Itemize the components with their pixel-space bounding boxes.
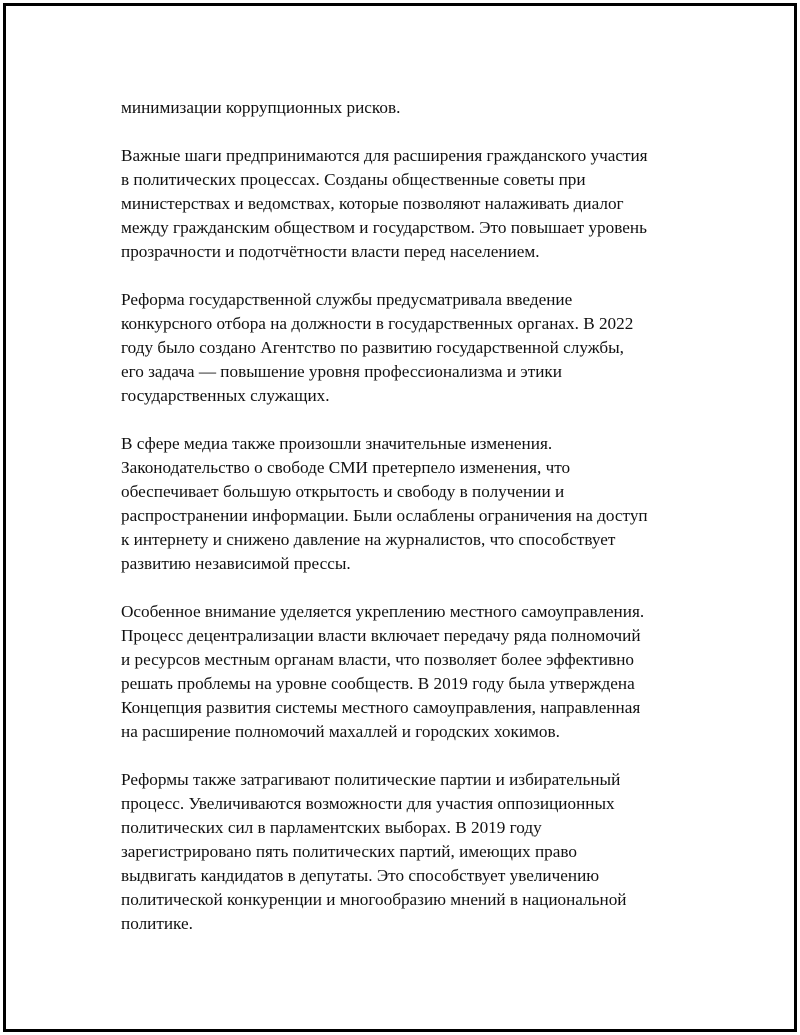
- text-line: решать проблемы на уровне сообществ. В 2019 году была утверждена: [121, 674, 635, 693]
- text-line: к интернету и снижено давление на журналистов, что способствует: [121, 530, 616, 549]
- text-line: между гражданским обществом и государством. Это повышает уровень: [121, 218, 647, 237]
- text-line: на расширение полномочий махаллей и городских хокимов.: [121, 722, 560, 741]
- paragraph-4: [121, 432, 701, 576]
- text-line: процесс. Увеличиваются возможности для участия оппозиционных: [121, 794, 615, 813]
- text-line: обеспечивает большую открытость и свободу в получении и: [121, 482, 565, 501]
- text-line: Реформы также затрагивают политические партии и избирательный: [121, 770, 621, 789]
- text-line: распространении информации. Были ослаблены ограничения на доступ: [121, 506, 648, 525]
- text-line: Важные шаги предпринимаются для расширения гражданского участия: [121, 146, 648, 165]
- page-content: [121, 96, 701, 960]
- text-line: году было создано Агентство по развитию государственной службы,: [121, 338, 624, 357]
- text-line: его задача — повышение уровня профессионализма и этики: [121, 362, 562, 381]
- paragraph-3: [121, 288, 701, 408]
- text-line: конкурсного отбора на должности в государственных органах. В 2022: [121, 314, 634, 333]
- page-frame: [3, 3, 797, 1032]
- text-line: политических сил в парламентских выборах. В 2019 году: [121, 818, 542, 837]
- text-line: в политических процессах. Созданы общественные советы при: [121, 170, 586, 189]
- text-line: Процесс децентрализации власти включает передачу ряда полномочий: [121, 626, 641, 645]
- text-line: развитию независимой прессы.: [121, 554, 351, 573]
- text-line: выдвигать кандидатов в депутаты. Это способствует увеличению: [121, 866, 600, 885]
- text-line: и ресурсов местным органам власти, что позволяет более эффективно: [121, 650, 634, 669]
- paragraph-5: [121, 600, 701, 744]
- paragraph-2: [121, 144, 701, 264]
- text-line: политике.: [121, 914, 193, 933]
- text-line: зарегистрировано пять политических партий, имеющих право: [121, 842, 577, 861]
- text-line: Особенное внимание уделяется укреплению местного самоуправления.: [121, 602, 645, 621]
- paragraph-1: [121, 96, 701, 120]
- text-line: Реформа государственной службы предусматривала введение: [121, 290, 573, 309]
- paragraph-6: [121, 768, 701, 936]
- text-line: В сфере медиа также произошли значительные изменения.: [121, 434, 553, 453]
- text-line: министерствах и ведомствах, которые позволяют налаживать диалог: [121, 194, 624, 213]
- text-line: прозрачности и подотчётности власти перед населением.: [121, 242, 540, 261]
- text-line: минимизации коррупционных рисков.: [121, 98, 401, 117]
- text-line: Концепция развития системы местного самоуправления, направленная: [121, 698, 641, 717]
- text-line: политической конкуренции и многообразию мнений в национальной: [121, 890, 627, 909]
- text-line: Законодательство о свободе СМИ претерпело изменения, что: [121, 458, 571, 477]
- text-line: государственных служащих.: [121, 386, 330, 405]
